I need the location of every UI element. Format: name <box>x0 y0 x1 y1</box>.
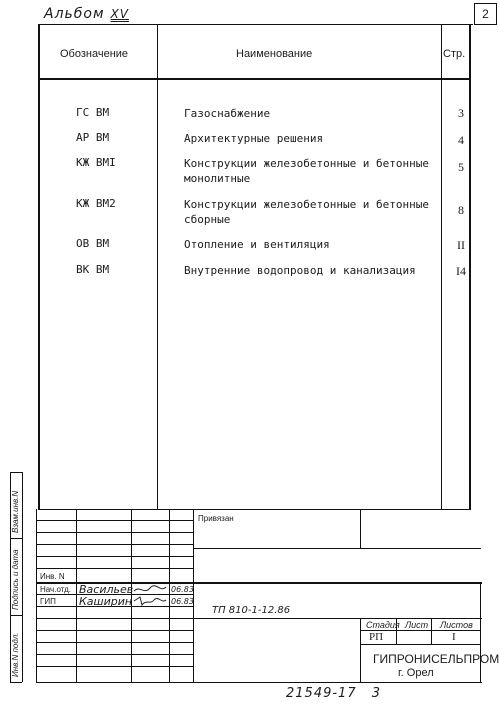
inv-no-label: Инв. N <box>40 572 65 581</box>
header-designation: Обозначение <box>60 48 129 60</box>
header-page: Стр. <box>443 48 466 60</box>
row-code: ОВ ВМ <box>76 237 110 250</box>
album-label: Альбом <box>44 6 105 22</box>
side-label-replace-inv: Взам.инв.N <box>11 490 20 533</box>
row-code: КЖ ВМ2 <box>76 197 116 210</box>
row-name: Конструкции железобетонные и бетонные монолитные <box>184 157 430 185</box>
bound-label: Привязан <box>198 514 234 523</box>
archive-page: 3 <box>371 686 382 701</box>
sheets-value: I <box>452 631 456 643</box>
row-code: ГС ВМ <box>76 106 110 119</box>
row-page: 5 <box>458 160 464 174</box>
date-1: 06.83 <box>171 585 194 594</box>
sheets-header: Листов <box>440 620 473 630</box>
role-head-dept: Нач.отд. <box>40 585 72 594</box>
header-name: Наименование <box>236 48 313 60</box>
side-label-sign-date: Подпись и дата <box>11 549 20 610</box>
row-name: Отопление и вентиляция <box>184 238 330 251</box>
role-gip: ГИП <box>40 597 56 606</box>
person-vasiliev: Васильев <box>79 583 134 596</box>
page-number-box: 2 <box>474 3 497 25</box>
sheet-header: Лист <box>405 620 429 630</box>
row-code: КЖ ВМI <box>76 156 116 169</box>
row-page: 8 <box>458 203 464 217</box>
person-kashirin: Каширин <box>79 595 133 608</box>
city: г. Орел <box>398 667 434 679</box>
org-name: ГИПРОНИСЕЛЬПРОМ <box>373 652 500 666</box>
row-name: Архитектурные решения <box>184 132 324 145</box>
row-name: Газоснабжение <box>184 107 271 120</box>
album-title <box>44 6 129 22</box>
row-name: Конструкции железобетонные и бетонные сборные <box>184 198 430 226</box>
signature-1 <box>132 583 168 595</box>
side-label-inv-orig: Инв.N подл. <box>11 632 20 677</box>
album-number: XV <box>110 7 129 21</box>
row-code: ВК ВМ <box>76 263 110 276</box>
row-page: II <box>457 238 465 252</box>
row-name: Внутренние водопровод и канализация <box>184 264 416 277</box>
archive-code: 21549-17 <box>286 686 357 701</box>
date-2: 06.83 <box>171 597 194 606</box>
doc-code: ТП 810-1-12.86 <box>212 605 291 616</box>
stage-value: РП <box>369 631 384 643</box>
row-page: I4 <box>456 264 466 278</box>
archive-number <box>286 686 381 701</box>
row-code: АР ВМ <box>76 131 110 144</box>
row-page: 3 <box>458 106 464 120</box>
stage-header: Стадия <box>366 620 400 630</box>
signature-2 <box>132 595 168 607</box>
row-page: 4 <box>458 133 464 147</box>
